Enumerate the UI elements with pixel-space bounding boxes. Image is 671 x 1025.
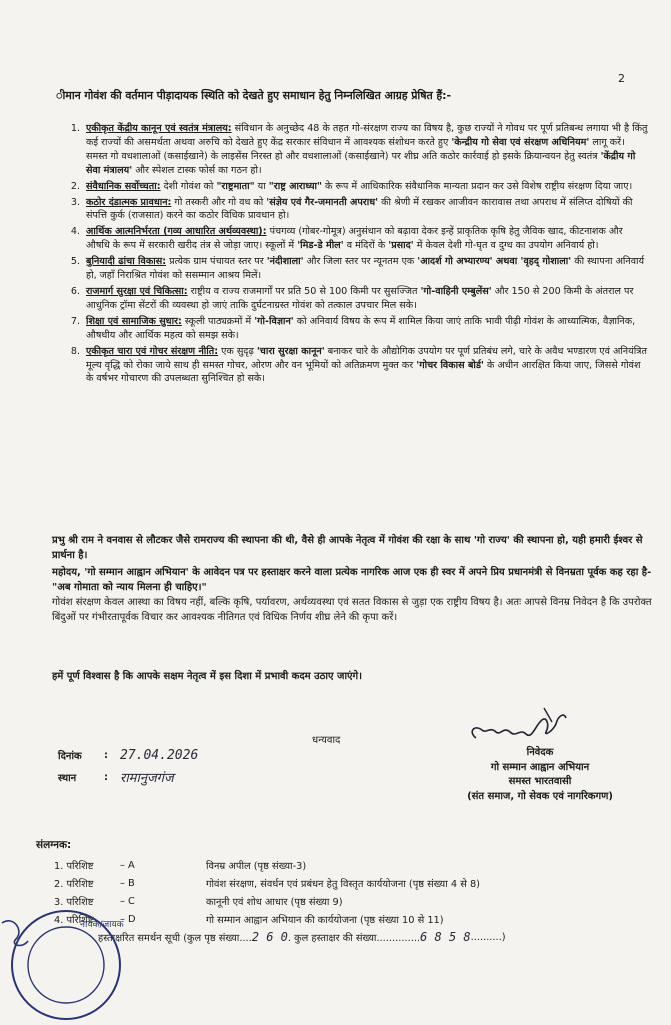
list-item: 5. बुनियादी ढांचा विकास: प्रत्येक ग्राम पंचायत स्तर पर 'नंदीशाला' और जिला स्तर पर न्यूनतम एक 'आदर्श गो अभ्यारण्य' अथवा 'वृहद् गोशाला' की स्थापना अनिवार्य हो, जहाँ निराश्रित गोवंश को ससम्मान आश्रय मिलें। <box>70 256 645 282</box>
place-value: रामानुजगंज <box>120 771 174 786</box>
list-item: 4. परिशिष्ट – D गो सम्मान आह्वान अभियान की कार्ययोजना (पृष्ठ संख्या 10 से 11) <box>54 913 444 926</box>
place-label: स्थान <box>58 773 77 784</box>
seal-stamp-icon <box>0 905 144 1025</box>
intro-heading: ीमान गोवंश की वर्तमान पीड़ादायक स्थिति को देखते हुए समाधान हेतु निम्नलिखित आग्रह प्रेषित हैं:- <box>56 89 451 102</box>
sender-block: निवेदक गो सम्मान आह्वान अभियान समस्त भारतवासी (संत समाज, गो सेवक एवं नागरिकगण) <box>467 747 613 802</box>
list-item: हस्ताक्षरित समर्थन सूची (कुल पृष्ठ संख्या.... 2 6 0 . कुल हस्ताक्षर की संख्या.............. 6 8 5 8 ..........) <box>98 930 506 944</box>
list-item: 6. राजमार्ग सुरक्षा एवं चिकित्सा: राष्ट्रीय व राज्य राजमार्गों पर प्रति 50 से 100 किमी पर सुसज्जित 'गो-वाहिनी एम्बुलेंस' और 150 से 200 किमी के अंतराल पर आधुनिक ट्रॉमा सेंटरों की व्यवस्था हो जाएं ताकि दुर्घटनाग्रस्त गोवंश को तत्काल उपचार मिल सके। <box>70 285 634 311</box>
cause-paragraph: गोवंश संरक्षण केवल आस्था का विषय नहीं, बल्कि कृषि, पर्यावरण, अर्थव्यवस्था एवं सतत विकास से जुड़ा एक राष्ट्रीय विषय है। अतः आपसे विनम्र निवेदन है कि उपरोक्त बिंदुओं पर गंभीरतापूर्वक विचार कर आवश्यक नीतिगत एवं विधिक निर्णय शीघ्र लेने की कृपा करें। <box>52 597 652 623</box>
page-number: 2 <box>618 72 625 85</box>
list-item: 3. कठोर दंडात्मक प्रावधान: गो तस्करी और गो वध को 'संज्ञेय एवं गैर-जमानती अपराध' की श्रेणी में रखकर आजीवन कारावास तथा अपराध में संलिप्त दोषियों की संपत्ति कुर्क (राजसात) करने का कठोर विधिक प्रावधान हो। <box>70 196 633 222</box>
prayer-paragraph: प्रभु श्री राम ने वनवास से लौटकर जैसे रामराज्य की स्थापना की थी, वैसे ही आपके नेतृत्व में गोवंश की रक्षा के साथ 'गो राज्य' की स्थापना हो, यही हमारी ईश्वर से प्रार्थना है। <box>52 535 643 561</box>
list-item: 8. एकीकृत चारा एवं गोचर संरक्षण नीति: एक सुदृढ़ 'चारा सुरक्षा कानून' बनाकर चारे के औद्योगिक उपयोग पर पूर्ण प्रतिबंध लगे, चारे के अवैध भण्डारण एवं अनियंत्रित मूल्य वृद्धि को रोका जाये साथ ही समस्त गोचर, ओरण और वन भूमियों को अतिक्रमण मुक्त कर 'गोचर विकास बोर्ड' के अधीन आरक्षित किया जाए, जिससे गोवंश के वर्षभर गोचारण की उपलब्धता सुनिश्चित हो सके। <box>70 345 647 385</box>
date-value: 27.04.2026 <box>120 747 199 763</box>
signature-icon <box>460 702 580 750</box>
pages-count-value: 2 6 0 <box>251 930 288 944</box>
trust-paragraph: हमें पूर्ण विश्वास है कि आपके सक्षम नेतृत्व में इस दिशा में प्रभावी कदम उठाए जाएंगे। <box>52 671 362 682</box>
appeal-paragraph: महोदय, 'गो सम्मान आह्वान अभियान' के आवेदन पत्र पर हस्ताक्षर करने वाला प्रत्येक नागरिक आज एक ही स्वर में अपने प्रिय प्रधानमंत्री से विनम्रता पूर्वक कह रहा है- "अब गोमाता को न्याय मिलना ही चाहिए।" <box>52 567 652 593</box>
demands-list <box>58 122 648 388</box>
list-item: 4. आर्थिक आत्मनिर्भरता (गव्य आधारित अर्थव्यवस्था): पंचगव्य (गोबर-गोमूत्र) अनुसंधान को बढ़ावा देकर इन्हें प्राकृतिक कृषि हेतु जैविक खाद, कीटनाशक और औषधि के रूप में सरकारी खरीद तंत्र से जोड़ा जाए। स्कूलों में 'मिड-डे मील' व मंदिरों के 'प्रसाद' में केवल देशी गो-घृत व दुग्ध का उपयोग अनिवार्य हो। <box>70 226 623 252</box>
list-item: 2. परिशिष्ट – B गोवंश संरक्षण, संवर्धन एवं प्रबंधन हेतु विस्तृत कार्ययोजना (पृष्ठ संख्या 4 से 8) <box>54 877 481 890</box>
enclosure-heading: संलग्नक: <box>36 839 72 851</box>
list-item: 1. एकीकृत केंद्रीय कानून एवं स्वतंत्र मंत्रालय: संविधान के अनुच्छेद 48 के तहत गो-संरक्षण राज्य का विषय है, कुछ राज्यों ने गोवध पर पूर्ण प्रतिबन्ध लगाया भी है किंतु कई राज्यों की असमर्थता अथवा अरुचि को देखते हुए केंद्र सरकार संविधान में आवश्यक संशोधन करते हुए 'केन्द्रीय गो सेवा एवं संरक्षण अधिनियम' लागू करें। समस्त गो वधशालाओं (कसाईखाने) के लाइसेंस निरस्त हो और वधशालाओं (कसाईखाने) पर शीघ्र अति कठोर कार्रवाई हो इसके क्रियान्वयन हेतु स्वतंत्र 'केंद्रीय गो सेवा मंत्रालय' और स्पेशल टास्क फोर्स का गठन हो। <box>70 123 648 176</box>
date-label: दिनांक <box>58 751 82 762</box>
list-item: 1. परिशिष्ट – A विनम्र अपील (पृष्ठ संख्या-3) <box>54 859 307 872</box>
list-item: 7. शिक्षा एवं सामाजिक सुधार: स्कूली पाठ्यक्रमों में 'गो-विज्ञान' को अनिवार्य विषय के रूप में शामिल किया जाएं ताकि भावी पीढ़ी गोवंश के आध्यात्मिक, वैज्ञानिक, औषधीय और आर्थिक महत्व को समझ सके। <box>70 315 636 341</box>
list-item: 2. संवैधानिक सर्वोच्चता: देशी गोवंश को "राष्ट्रमाता" या "राष्ट्र आराध्या" के रूप में आधिकारिक संवैधानिक मान्यता प्रदान कर उसे विशेष राष्ट्रीय संरक्षण दिया जाए। <box>70 180 633 192</box>
svg-text:नायक/जायक: नायक/जायक <box>80 920 124 930</box>
thanks-text: धन्यवाद <box>312 735 341 746</box>
list-item: 3. परिशिष्ट – C कानूनी एवं शोध आधार (पृष्ठ संख्या 9) <box>54 895 343 908</box>
date-place-block: दिनांक : 27.04.2026 स्थान : रामानुजगंज <box>58 747 199 786</box>
signature-count-value: 6 8 5 8 <box>420 930 471 944</box>
